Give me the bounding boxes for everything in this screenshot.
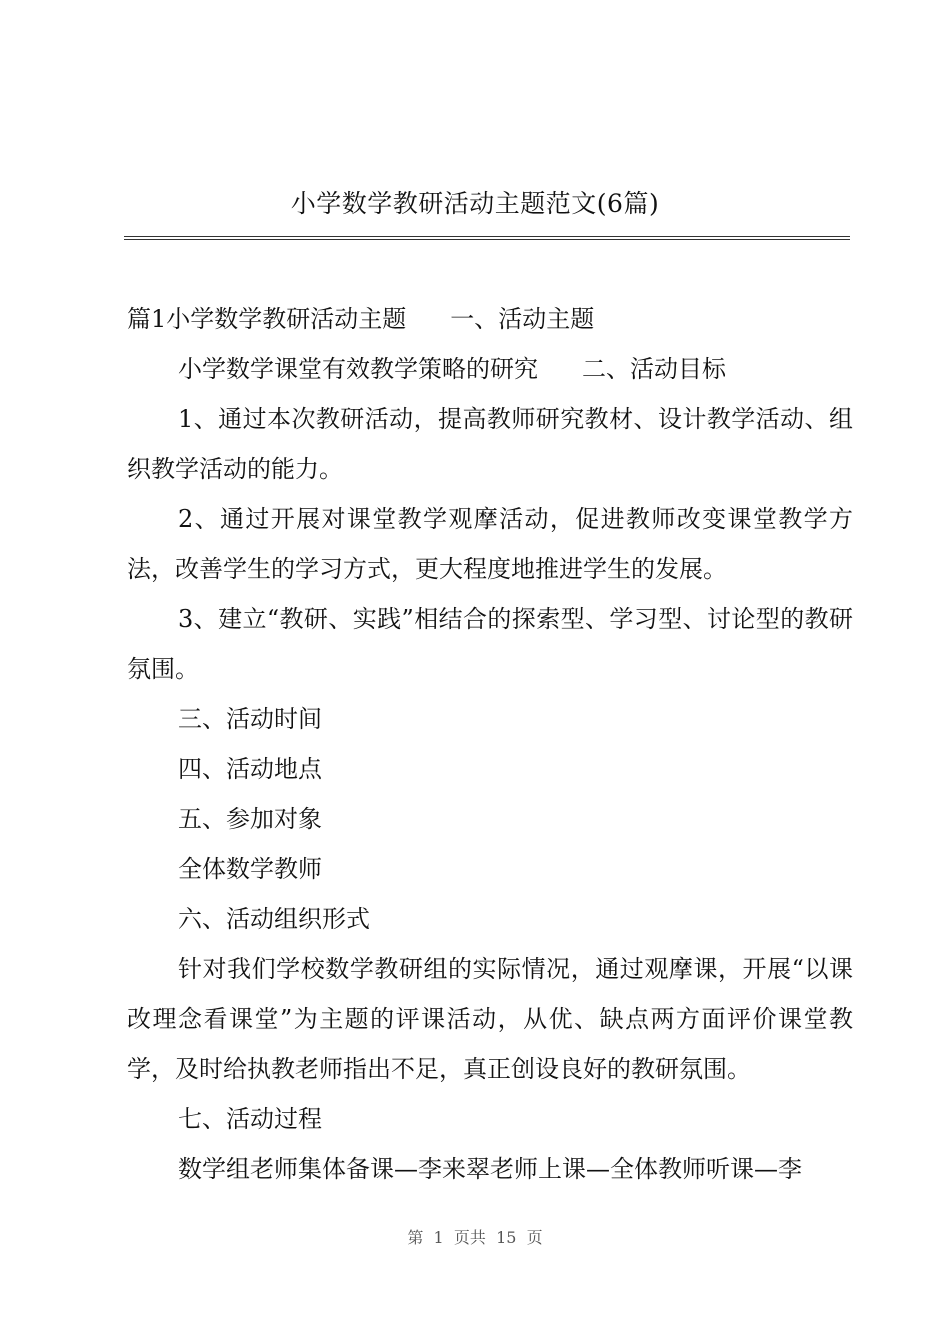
document-body	[127, 294, 853, 1194]
paragraph-format: 针对我们学校数学教研组的实际情况，通过观摩课，开展“以课改理念看课堂”为主题的评课活动，从优、缺点两方面评价课堂教学，及时给执教老师指出不足，真正创设良好的教研氛围。	[127, 955, 853, 1083]
participants-text: 全体数学教师	[178, 855, 322, 883]
section-title-theme: 一、活动主题	[450, 305, 595, 333]
paragraph-goal-1: 1、通过本次教研活动，提高教师研究教材、设计教学活动、组织教学活动的能力。	[127, 405, 853, 483]
section-subheading	[127, 344, 853, 394]
paragraph-goal-3: 3、建立“教研、实践”相结合的探索型、学习型、讨论型的教研氛围。	[127, 605, 853, 683]
section-title-process: 七、活动过程	[178, 1105, 322, 1133]
section-title-time: 三、活动时间	[178, 705, 322, 733]
document-title: 小学数学教研活动主题范文(6篇)	[290, 189, 660, 218]
title-divider	[124, 236, 850, 240]
paragraph-goal-2: 2、通过开展对课堂教学观摩活动，促进教师改变课堂教学方法，改善学生的学习方式，更大程度地推进学生的发展。	[127, 505, 853, 583]
section-title-location: 四、活动地点	[178, 755, 322, 783]
section-title-participants: 五、参加对象	[178, 805, 322, 833]
section-title-goals: 二、活动目标	[582, 355, 726, 383]
paragraph-process: 数学组老师集体备课—李来翠老师上课—全体教师听课—李	[178, 1155, 802, 1183]
section-title-format: 六、活动组织形式	[178, 905, 370, 933]
section-heading	[127, 294, 853, 344]
page-footer: 第 1 页共 15 页	[407, 1228, 543, 1247]
article-heading: 篇1小学数学教研活动主题	[127, 305, 407, 333]
activity-theme-text: 小学数学课堂有效教学策略的研究	[178, 355, 538, 383]
